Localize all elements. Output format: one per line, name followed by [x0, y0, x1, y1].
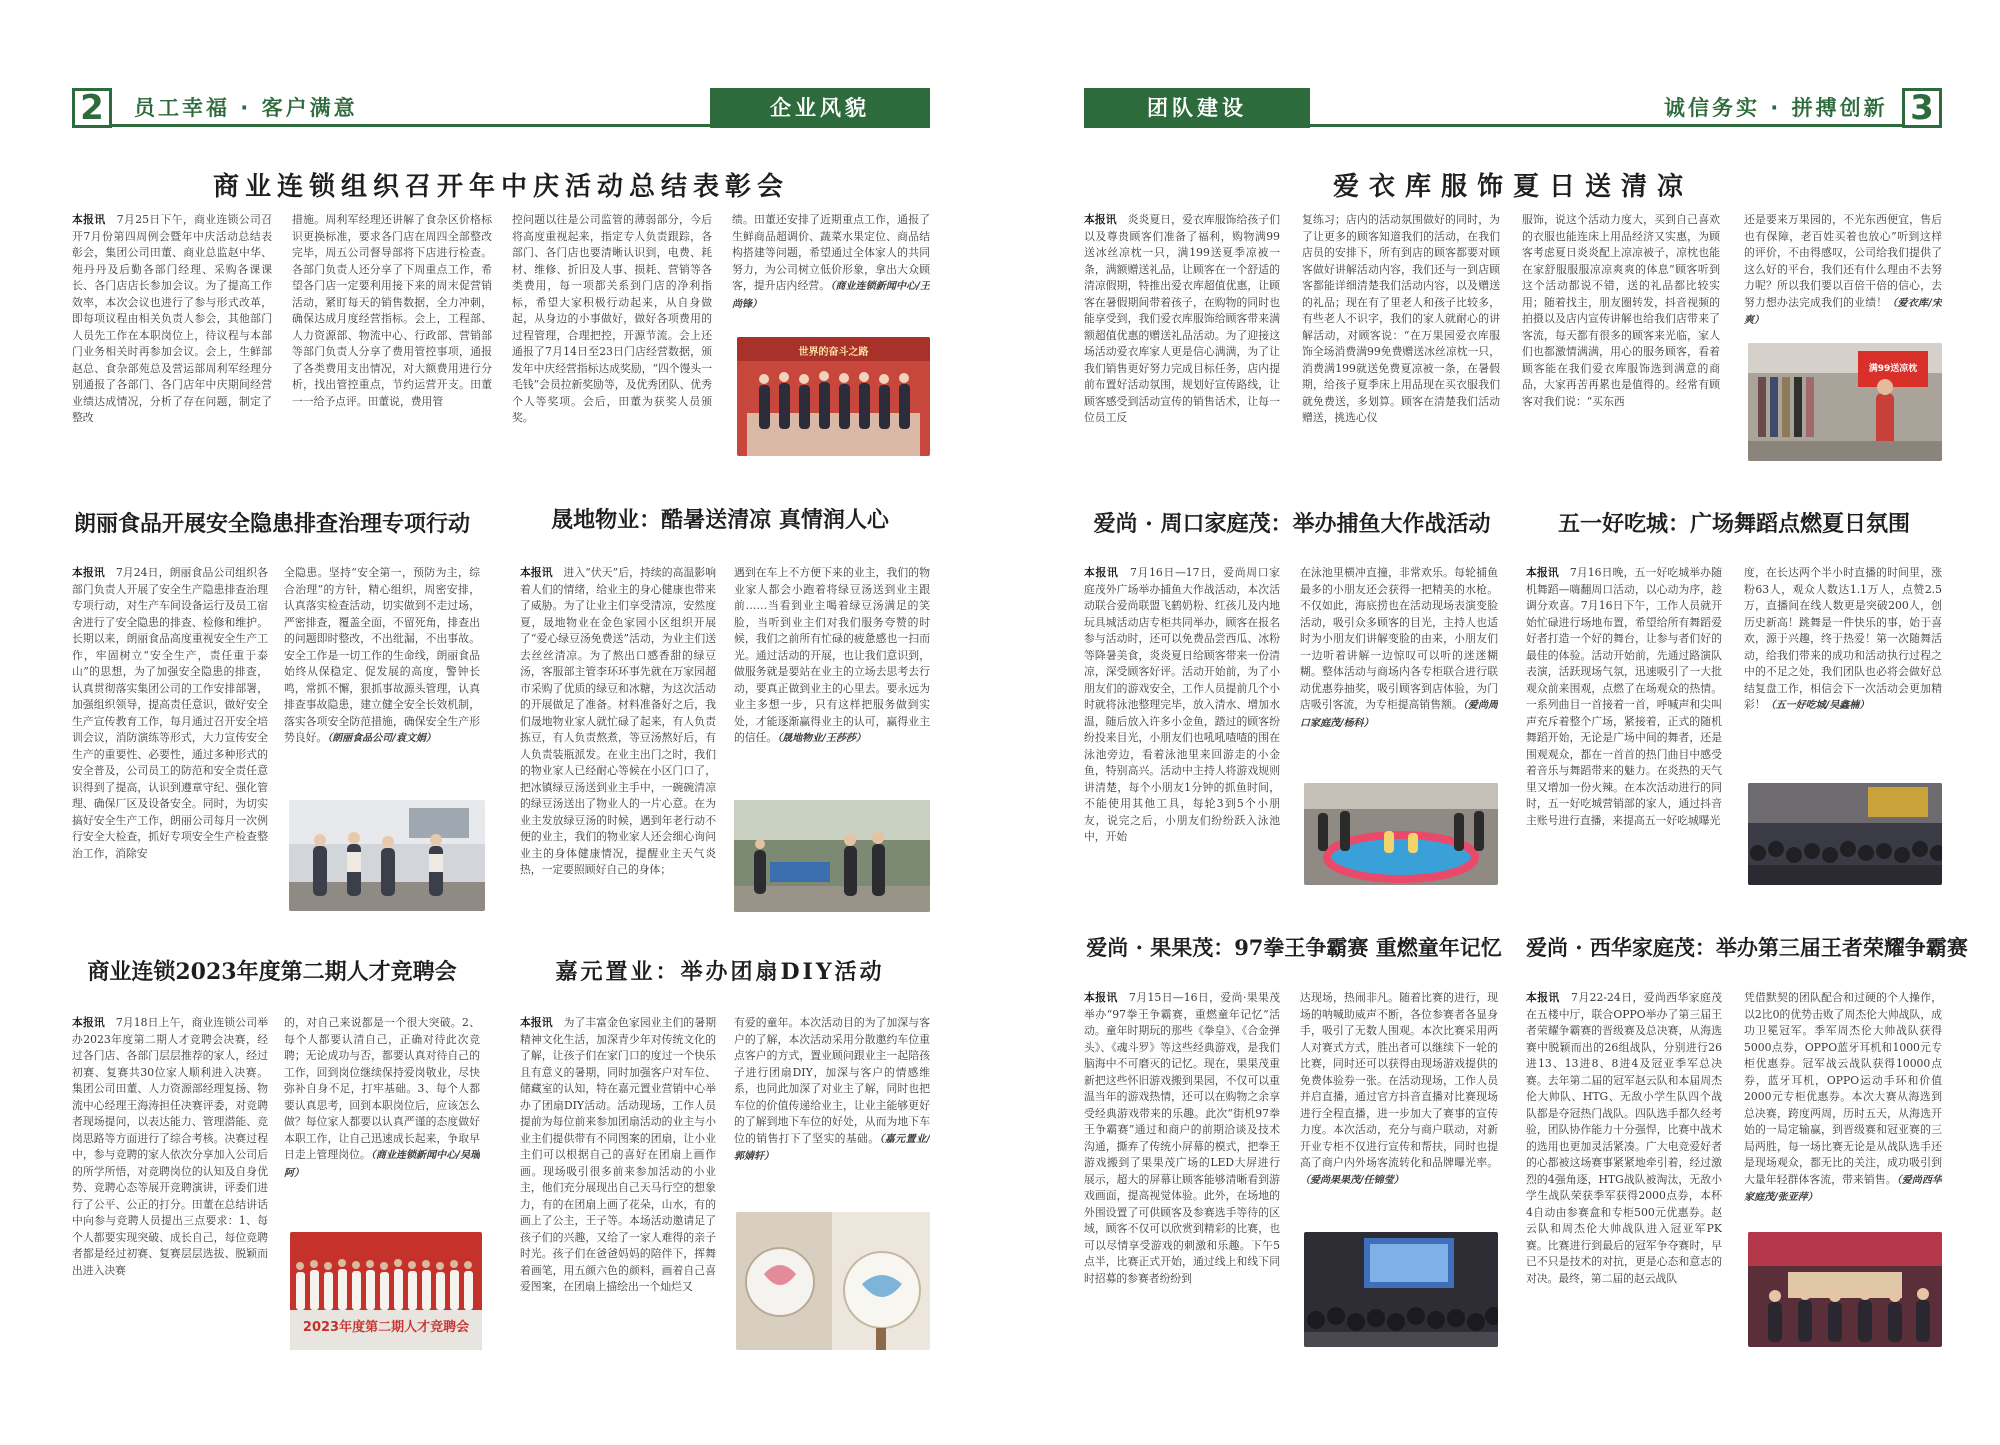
article-credit: （爱尚西华家庭茂/张亚萍）	[1744, 1174, 1942, 1203]
clothing-store-photo	[1748, 343, 1942, 461]
square-dance-illustration	[1748, 783, 1942, 885]
article-text: 7月22-24日，爱尚西华家庭茂在五楼中厅，联合OPPO举办了第三届王者荣耀争霸赛的晋级赛及总决赛，从海选赛中脱颖而出的26组战队，分别进行26进13、13进8、8进4及冠亚季军总决赛。去年第二届的冠军赵云队和本届周杰伦大帅队、HTG、无敌小学生队四个战队都是夺冠热门战队。四队选手都久经考验，团队协作能力十分强悍，比赛中战术的选用也更加灵活紧凑。广大电竞爱好者的心都被这场赛事紧紧地牵引着，经过激烈的4强角逐，HTG战队被淘汰，无敌小学生战队荣获季军获得2000点券，本杯4自动由参赛盒和专柜500元优惠券。赵云队和周杰伦大帅战队进入冠亚军PK赛。比赛进行到最后的冠军争夺赛时，早已不只是技术的对抗，更是心态和意志的对决。最终，第二届的赵云战队	[1526, 991, 1722, 1285]
article-column	[292, 212, 492, 456]
article-column	[1300, 565, 1498, 775]
article-headline: 爱衣库服饰夏日送清凉	[1332, 172, 1693, 202]
right-page	[1000, 0, 2000, 1445]
article-text: 复练习；店内的活动氛围做好的同时，为了让更多的顾客知道我们的活动，在我们店员的安排下，所有到店的顾客都要对顾客做好讲解活动内容，我们还与一到店顾客都能详细清楚我们活动内容，以及赠送的礼品；现在有了里老人和孩子比较多，有些老人不识字，我们的家人就耐心的讲解活动，对顾客说：“在万果园爱衣库服饰全场消费满99免费赠送冰丝凉枕一只，消费满199就送免费夏凉被一条，在暑假期，给孩子夏季床上用品现在买衣服我们就免费送，多划算。顾客在清楚我们活动赠送，挑选心仪	[1302, 213, 1500, 424]
arcade-tournament-illustration	[1304, 1232, 1498, 1347]
article-headline: 爱尚 · 果果茂：97拳王争霸赛 重燃童年记忆	[1086, 935, 1502, 960]
fan-painting-illustration	[736, 1212, 930, 1350]
article-column	[520, 1015, 716, 1345]
article-headline: 商业连锁2023年度第二期人才竞聘会	[87, 959, 457, 985]
article-headline: 爱尚 · 周口家庭茂：举办捕鱼大作战活动	[1093, 511, 1491, 537]
article-text: 7月15日—16日，爱尚·果果茂举办“97拳王争霸赛，重燃童年记忆”活动。童年时期玩的那些《拳皇》、《合金弹头》、《魂斗罗》等这些经典游戏，是我们脑海中不可磨灭的记忆。现在，果果茂重新把这些怀旧游戏搬到果园，不仅可以重温当年的游戏热情，还可以在购物之余享受经典游戏带来的乐趣。此次“街机97拳王争霸赛”通过和商户的前期洽谈及技术沟通，撕弃了传统小屏幕的模式，把拳王游戏搬到了果果茂广场的LED大屏进行展示，超大的屏幕让顾客能够清晰看到游戏画面，提高视觉体验。此外，在场地的外围设置了可供顾客及参赛选手等待的区域，顾客不仅可以欣赏到精彩的比赛，也可以尽情享受游戏的刺激和乐趣。下午5点半，比赛正式开始，通过线上和线下同时招募的参赛者纷纷到	[1084, 991, 1280, 1285]
article-text: 7月16日—17日，爱尚周口家庭茂外广场举办捕鱼大作战活动，本次活动联合爱尚联盟飞鹤奶粉、红孩儿及内地玩具城活动店专柜共同举办，顾客在报名参与活动时，还可以免费品尝西瓜、冰粉等降暑美食，炎炎夏日给顾客带来一份清凉，深受顾客好评。活动开始前，为了小朋友们的游戏安全，工作人员提前几个小时就将泳池整理完毕，放入清水、增加水温，随后放入许多小金鱼，踏过的顾客纷纷投来目光，小朋友们也吼吼喳喳的围在泳池旁边，看着泳池里来回游走的小金鱼，特别高兴。活动中主持人将游戏规则讲清楚，每个小朋友1分钟的抓鱼时间，不能使用其他工具，每轮3到5个小朋友，说完之后，小朋友们纷纷跃入泳池中，开始	[1084, 566, 1280, 843]
article-credit: （五一好吃城/吴鑫楠）	[1765, 700, 1870, 711]
article-column	[520, 565, 716, 917]
article-text: 7月25日下午，商业连锁公司召开7月份第四周例会暨年中庆活动总结表彰会，集团公司田董、商业总监赵中华、苑丹丹及后勤各部门经理、采购各课课长、各门店店长参加会议。为了提高工作效率，本次会议也进行了参与形式改革，即每项议程由相关负责人参会，其他部门人员先工作在本职岗位上，待议程与本部门业务相关时再参加会议。会上，生鲜部赵总、食杂部苑总及营运部周利军经理分别通报了各部门、各门店年中庆期间经营业绩达成情况，分析了存在问题，制定了整改	[72, 213, 272, 424]
page-slogan: 员工幸福 · 客户满意	[134, 96, 358, 120]
article-text: 控问题以往是公司监管的薄弱部分，今后将高度重视起来，指定专人负责跟踪，各部门、各门店也要清晰认识到，电费、耗材、维修、折旧及人事、损耗、营销等各类费用，每一项都关系到门店的净利指标，希望大家积极行动起来，从自身做起，从身边的小事做好，做好各项费用的过程管理，合理把控，开源节流。会上还通报了7月14日至23日门店经营数据，颁发年中庆经营指标达成奖励，“四个馒头一毛钱”会员拉新奖励等，及优秀团队、优秀个人等奖项。会后，田董为获奖人员颁奖。	[512, 213, 712, 424]
safety-inspection-photo	[289, 800, 485, 911]
article-text: 炎炎夏日，爱衣库服饰给孩子们以及尊贵顾客们准备了福利，购物满99送冰丝凉枕一只，满199送夏季凉被一条，满额赠送礼品，让顾客在一个舒适的清凉假期，特推出爱衣库超值优惠，让顾客在暑假期间带着孩子，在购物的同时也能享受到，我们爱衣库服饰给顾客带来满额超值优惠的赠送礼品活动。为了迎接这场活动爱衣库家人更是信心满满，为了让我们销售更好努力完成目标任务，店内提前布置好活动氛围，规划好宣传路线，让顾客感受到活动宣传的销售话术，让每一位员工反	[1084, 213, 1280, 424]
cooling-drinks-illustration	[734, 800, 930, 912]
article-column	[1744, 565, 1942, 775]
article-text: 为了丰富金色家园业主们的暑期精神文化生活，加深青少年对传统文化的了解，让孩子们在家门口的度过一个快乐且有意义的暑期，同时加强客户对车位、储藏室的认知，特在嘉元置业营销中心举办了团扇DIY活动。活动现场，工作人员提前为每位前来参加团扇活动的业主与小业主们提供带有不同图案的团扇，让小业主们可以根据自己的喜好在团扇上画作画。现场吸引很多前来参加活动的小业主，他们充分展现出自己天马行空的想象力，有的在团扇上画了花朵，山水，有的画上了公主，王子等。本场活动邀请足了孩子们的兴趣，又给了一家人难得的亲子时光。孩子们在爸爸妈妈的陪伴下，挥舞着画笔，用五颜六色的颜料，画着自己喜爱图案，在团扇上描绘出一个灿烂又	[520, 1016, 716, 1293]
article-text: 7月18日上午，商业连锁公司举办2023年度第二期人才竞聘会决赛，经过各门店、各部门层层推荐的家人，经过初赛、复赛共30位家人顺利进入决赛。集团公司田董、人力资源部经理复扬、物流中心经理王海涛担任决赛评委，对竞聘者现场提问，以表达能力、管理潜能、竞岗思路等方面进行了综合考核。决赛过程中，参与竞聘的家人依次分享加入公司后的所学所悟，对竞聘岗位的认知及自身优势、竞聘心态等展开竞聘演讲，评委们进行了公平、公正的打分。田董在总结讲话中向参与竞聘人员提出三点要求：1、每个人都要实现突破、成长自己，每位竞聘者都是经过初赛、复赛层层选拔、脱颖而出进入决赛	[72, 1016, 268, 1277]
article-column	[734, 1015, 930, 1205]
article-credit: （商业连锁新闻中心/吴瑞阿）	[284, 1150, 480, 1179]
article-text: 凭借默契的团队配合和过硬的个人操作，以2比0的优势击败了周杰伦大帅战队，成功卫冕冠军。季军周杰伦大帅战队获得5000点券，OPPO蓝牙耳机和1000元专柜优惠券。冠军战云战队获得10000点券，蓝牙耳机，OPPO运动手环和价值2000元专柜优惠券。本次大赛从海选到总决赛，跨度两周，历时五天，从海选开始的一局定输赢，到晋级赛和冠亚赛的三局两胜，每一场比赛无论是从战队选手还是现场观众，都无比的关注，成功吸引到大量年轻群体客流，带来销售。	[1744, 991, 1942, 1186]
fan-painting-photo	[736, 1212, 930, 1350]
report-tag: 本报讯	[1526, 566, 1559, 579]
article-column	[1084, 990, 1280, 1350]
article-credit: （爱尚果果茂/任锦莹）	[1300, 1174, 1404, 1186]
section-banner: 企业风貌	[710, 88, 930, 128]
article-text: 7月16日晚，五一好吃城举办随机舞蹈—嗨翻周口活动，以心动为序，趁调分欢喜。7月16日下午，工作人员就开始忙碌进行场地布置，希望给所有舞蹈爱好者打造一个好的舞台，让参与者们好的最佳的体验。活动开始前，先通过路演队表演，活跃现场气氛，迅速吸引了一大批观众前来围观，点燃了在场观众的热情。一系列曲目一首接着一首，呼喊声和尖叫声充斥着整个广场，紧接着，正式的随机舞蹈开始，无论是广场中间的舞者，还是围观观众，都在一首首的热门曲目中感受着音乐与舞蹈带来的魅力。在炎热的天气里又增加一份火辣。在本次活动进行的同时，五一好吃城营销部的家人，通过抖音主账号进行直播，来提高五一好吃城曝光	[1526, 566, 1722, 827]
article-column	[72, 565, 268, 917]
article-headline: 嘉元置业：举办团扇DIY活动	[555, 959, 885, 985]
article-credit: （爱尚周口家庭茂/杨科）	[1300, 700, 1498, 729]
report-tag: 本报讯	[1084, 991, 1118, 1004]
article-column	[1526, 565, 1722, 885]
report-tag: 本报讯	[72, 566, 105, 579]
article-text: 7月24日，朗丽食品公司组织各部门负责人开展了安全生产隐患排查治理专项行动，对生产车间设备运行及员工宿舍进行了安全隐患的排查、检修和维护。长期以来，朗丽食品高度重视安全生产工作，牢固树立“安全生产，责任重于泰山”的思想，为了加强安全隐患的排查，认真贯彻落实集团公司的工作安排部署，加强组织领导，提高责任意识，做好安全生产宣传教育工作，每月通过召开安全培训会议，消防演练等形式，大力宣传安全生产的重要性、必要性，通过多种形式的安全普及，公司员工的防范和安全责任意识得到了提高，认识到遵章守纪、强化管理、确保厂区及设备安全。同时，为切实搞好安全生产工作，朗丽公司每月一次例行安全大检查，抓好专项安全生产检查整治工作，消除安	[72, 566, 268, 860]
article-text: 进入“伏天”后，持续的高温影响着人们的情绪，给业主的身心健康也带来了威胁。为了让业主们享受清凉，安然度夏，晟地物业在金色家园小区组织开展了“爱心绿豆汤免费送”活动，为业主们送去丝丝清凉。为了熬出口感香甜的绿豆汤，客服部主管李环环事先就在万家园超市采购了优质的绿豆和冰糖，为这次活动的开展做足了准备。材料准备好之后，我们晟地物业家人就忙碌了起来，有人负责拣豆，有人负责熬煮，等豆汤熬好后，有人负责装瓶派发。在业主出门之时，我们的物业家人已经耐心等候在小区门口了，把冰镇绿豆汤送到业主手中，一碗碗清凉的绿豆汤送出了物业人的一片心意。在为业主发放绿豆汤的时候，遇到年老行动不便的业主，我们的物业家人还会细心询问业主的身体健康情况，提醒业主天气炎热，一定要照顾好自己的身体；	[520, 566, 716, 876]
report-tag: 本报讯	[1084, 566, 1119, 579]
square-dance-photo	[1748, 783, 1942, 885]
award-ceremony-photo	[737, 337, 930, 456]
article-column	[1084, 212, 1280, 460]
left-page-header	[72, 88, 930, 128]
report-tag: 本报讯	[72, 213, 106, 226]
article-column	[72, 212, 272, 456]
article-text: 度，在长达两个半小时直播的时间里，涨粉63人，观众人数达1.1万人，点赞2.5万，直播间在线人数更是突破200人，创历史新高！跳舞是一件快乐的事，始于喜欢，源于兴趣，终于热爱！第一次随舞活动，给我们带来的成功和活动执行过程之中的不足之处，我们团队也必将会做好总结复盘工作，相信会下一次活动会更加精彩！	[1744, 566, 1942, 711]
report-tag: 本报讯	[72, 1016, 105, 1029]
esports-tournament-illustration	[1748, 1232, 1942, 1347]
fishing-game-photo	[1304, 783, 1498, 885]
article-column	[284, 565, 480, 795]
article-headline: 朗丽食品开展安全隐患排查治理专项行动	[73, 511, 470, 537]
esports-tournament-photo	[1748, 1232, 1942, 1347]
article-column	[732, 212, 930, 332]
article-text: 在泳池里横冲直撞，非常欢乐。每轮捕鱼最多的小朋友还会获得一把精美的水枪。不仅如此，海底捞也在活动现场表演变脸活动，吸引众多顾客的目光，主持人也适时为小朋友们讲解变脸的由来，小朋友们一边听着讲解一边惊叹可以听的迷迷糊糊。整体活动与商场内各专柜联合进行联动优惠券抽奖，吸引顾客到店体验，为门店吸引客流，为专柜提高销售额。	[1300, 566, 1498, 711]
article-column	[1300, 990, 1498, 1226]
article-column	[72, 1015, 268, 1345]
photo-banner-text: 2023年度第二期人才竞聘会	[302, 1320, 470, 1335]
article-credit: （商业连锁新闻中心/王尚锋）	[732, 281, 930, 310]
report-tag: 本报讯	[520, 1016, 553, 1029]
talent-competition-photo	[290, 1232, 482, 1350]
photo-banner-text: 满99送凉枕	[1868, 364, 1918, 374]
article-text: 遇到在车上不方便下来的业主，我们的物业家人都会小跑着将绿豆汤送到业主跟前……当看到业主喝着绿豆汤满足的笑脸，当听到业主们对我们服务夸赞的时候，我们之前所有忙碌的疲惫感也一扫而光。通过活动的开展，也让我们意识到，做服务就是要站在业主的立场去思考去行动，要真正做到业主的心里去。要永远为业主多想一步，只有这样把服务做到实处，才能逐渐赢得业主的认可，赢得业主的信任。	[734, 566, 930, 744]
fishing-game-illustration	[1304, 783, 1498, 885]
section-banner: 团队建设	[1084, 88, 1310, 128]
page-number: 3	[1902, 88, 1942, 128]
article-text: 全隐患。坚持“安全第一，预防为主，综合治理”的方针，精心组织，周密安排，认真落实检查活动，切实做到不走过场，严密排查，覆盖全面，不留死角，排查出的问题即时整改，不出纰漏，不出事故。安全工作是一切工作的生命线，朗丽食品始终从保稳定、促发展的高度，警钟长鸣，常抓不懈，狠抓事故源头管理，认真排查事故隐患，建立健全安全长效机制，落实各项安全防范措施，确保安全生产形势良好。	[284, 566, 480, 744]
article-column	[1522, 212, 1720, 460]
header-rule	[1084, 124, 1902, 127]
page-number: 2	[72, 88, 112, 128]
article-headline: 晟地物业：酷暑送清凉 真情润人心	[551, 507, 889, 533]
report-tag: 本报讯	[520, 566, 553, 579]
article-column	[734, 565, 930, 795]
article-column	[512, 212, 712, 456]
article-headline: 商业连锁组织召开年中庆活动总结表彰会	[212, 172, 789, 202]
article-credit: （嘉元置业/郭婧轩）	[734, 1133, 930, 1162]
article-text: 达现场，热闹非凡。随着比赛的进行，现场的呐喊助威声不断，各位参赛者各显身手，吸引了无数人围观。本次比赛采用两人对赛式方式，胜出者可以继续下一轮的比赛，同时还可以获得由现场游戏提供的免费体验券一张。在活动现场，工作人员并启直播，通过官方抖音直播对比赛现场进行全程直播，进一步加大了赛事的宣传力度。本次活动，充分与商户联动，对新开业专柜不仅进行宣传和帮扶，同时也提高了商户内外场客流转化和品牌曝光率。	[1300, 991, 1498, 1169]
article-headline: 五一好吃城：广场舞蹈点燃夏日氛围	[1557, 511, 1910, 537]
arcade-tournament-photo	[1304, 1232, 1498, 1347]
report-tag: 本报讯	[1526, 991, 1560, 1004]
article-headline: 爱尚 · 西华家庭茂：举办第三届王者荣耀争霸赛	[1526, 935, 1968, 960]
article-credit: （爱衣库/宋爽）	[1744, 297, 1942, 326]
article-text: 有爱的童年。本次活动目的为了加深与客户的了解，本次活动采用分散邀约车位重点客户的方式，置业顾问跟业主一起陪孩子进行团扇DIY，加深与客户的情感维系，也同此加深了对业主了解，同时也把车位的价值传递给业主，让业主能够更好的了解到地下车位的好处，从而为地下车位的销售打下了坚实的基础。	[734, 1016, 930, 1145]
article-credit: （晟地物业/王莎莎）	[777, 733, 866, 744]
right-page-header	[1084, 88, 1942, 128]
article-credit: （朗丽食品公司/袁文娟）	[327, 733, 436, 744]
article-text: 的，对自己来说都是一个很大突破。2、每个人都要认清自己，正确对待此次竞聘；无论成功与否，都要认真对待自己的工作，回到岗位继续保持爱岗敬业，尽快弥补自身不足，打牢基础。3、每个人都要认真思考，回到本职岗位后，应该怎么做？每位家人都要以认真严谨的态度做好本职工作，让自己迅速成长起来，争取早日走上管理岗位。	[284, 1016, 480, 1161]
cooling-drinks-photo	[734, 800, 930, 912]
article-column	[1526, 990, 1722, 1350]
article-text: 绩。田董还安排了近期重点工作，通报了生鲜商品超调价、蔬菜水果定位、商品结构搭建等问题，希望通过全体家人的共同努力，为公司树立低价形象，拿出大众顾客，提升店内经营。	[732, 213, 930, 292]
article-text: 还是要来万果园的，不光东西便宜，售后也有保障，老百姓买着也放心”听到这样的评价，不由得感叹，公司给我们提供了这么好的平台，我们还有什么理由不去努力呢？所以我们要以百倍干倍的信心，去努力想办法完成我们的业绩！	[1744, 213, 1942, 309]
photo-banner-text: 世界的奋斗之路	[798, 347, 869, 358]
article-text: 服饰，说这个活动力度大，买到自己喜欢的衣服也能连床上用品经济又实惠，为顾客考虑夏日炎炎配上凉凉被子，凉枕也能在家舒服服服凉凉爽爽的体息”顾客听到这个活动都说不错，送的礼品都比较实用；随着找主，朋友圈转发，抖音视频的拍摄以及店内宣传讲解也给我们店带来了客流，每天都有很多的顾客来光临，家人们也都激情满满，用心的服务顾客，看着顾客能在我们爱衣库服饰选到满意的商品，大家再苦再累也是值得的。经常有顾客对我们说：“买东西	[1522, 213, 1720, 408]
page-slogan: 诚信务实 · 拼搏创新	[1664, 96, 1888, 120]
article-column	[1302, 212, 1500, 460]
report-tag: 本报讯	[1084, 213, 1117, 226]
article-text: 措施。周利军经理还讲解了食杂区价格标识更换标准，要求各门店在周四全部整改完毕，周五公司督导部将下店进行检查。各部门负责人还分享了下周重点工作，希望各门店一定要利用接下来的周末促营销活动，紧盯每天的销售数据，全力冲刺，确保达成月度经营指标。会上，工程部、人力资源部、物流中心、行政部、营销部等部门负责人分享了费用管控事项，通报了各类费用支出情况，对大额费用进行分析，找出管控重点，节约运营开支。田董一一给予点评。田董说，费用管	[292, 213, 492, 408]
article-column	[284, 1015, 480, 1209]
safety-inspection-illustration	[289, 800, 485, 911]
article-column	[1084, 565, 1280, 885]
article-column	[1744, 990, 1942, 1226]
article-column	[1744, 212, 1942, 332]
